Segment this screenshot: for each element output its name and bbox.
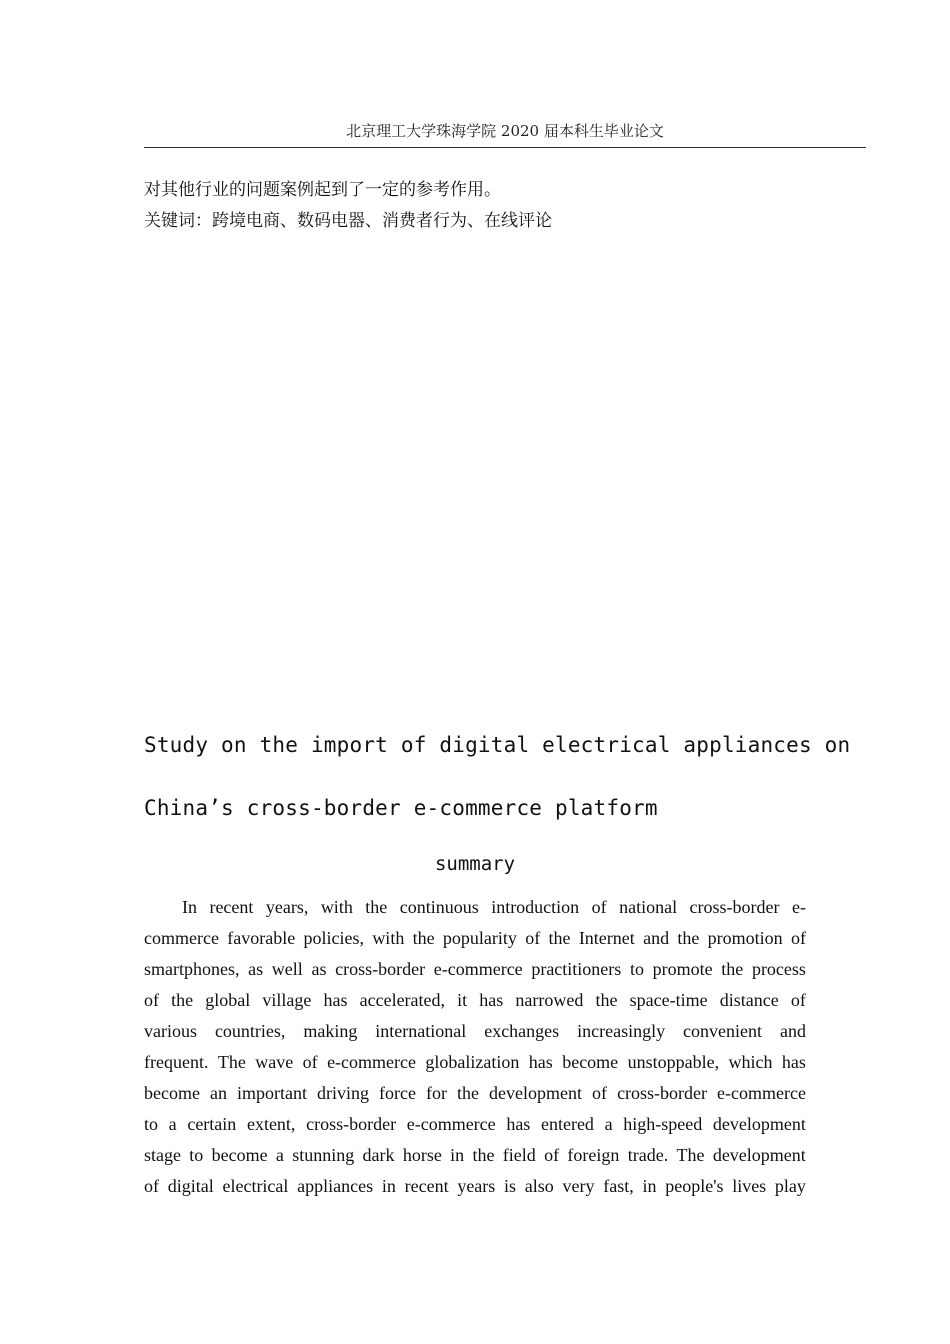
abstract-line: frequent. The wave of e-commerce globalization has become unstoppable, which has bbox=[144, 1052, 806, 1072]
abstract-line: smartphones, as well as cross-border e-commerce practitioners to promote the process bbox=[144, 959, 806, 979]
chinese-keywords-line: 关键词：跨境电商、数码电器、消费者行为、在线评论 bbox=[144, 211, 552, 231]
english-title-line-2: China’s cross-border e-commerce platform bbox=[144, 796, 658, 820]
abstract-line: In recent years, with the continuous introduction of national cross-border e- bbox=[182, 897, 806, 917]
abstract-line: to a certain extent, cross-border e-commerce has entered a high-speed development bbox=[144, 1114, 806, 1134]
running-header: 北京理工大学珠海学院 2020 届本科生毕业论文 bbox=[346, 122, 664, 140]
header-rule bbox=[144, 147, 866, 148]
abstract-line: of the global village has accelerated, it has narrowed the space-time distance of bbox=[144, 990, 806, 1010]
abstract-line: of digital electrical appliances in recent years is also very fast, in people's lives play bbox=[144, 1176, 806, 1196]
english-title-line-1: Study on the import of digital electrical appliances on bbox=[144, 733, 851, 757]
chinese-abstract-last-line: 对其他行业的问题案例起到了一定的参考作用。 bbox=[144, 180, 501, 200]
summary-heading: summary bbox=[434, 853, 516, 875]
abstract-line: various countries, making international exchanges increasingly convenient and bbox=[144, 1021, 806, 1041]
abstract-line: commerce favorable policies, with the popularity of the Internet and the promotion of bbox=[144, 928, 806, 948]
english-abstract-body bbox=[144, 892, 806, 1202]
abstract-line: stage to become a stunning dark horse in the field of foreign trade. The development bbox=[144, 1145, 806, 1165]
abstract-line: become an important driving force for the development of cross-border e-commerce bbox=[144, 1083, 806, 1103]
